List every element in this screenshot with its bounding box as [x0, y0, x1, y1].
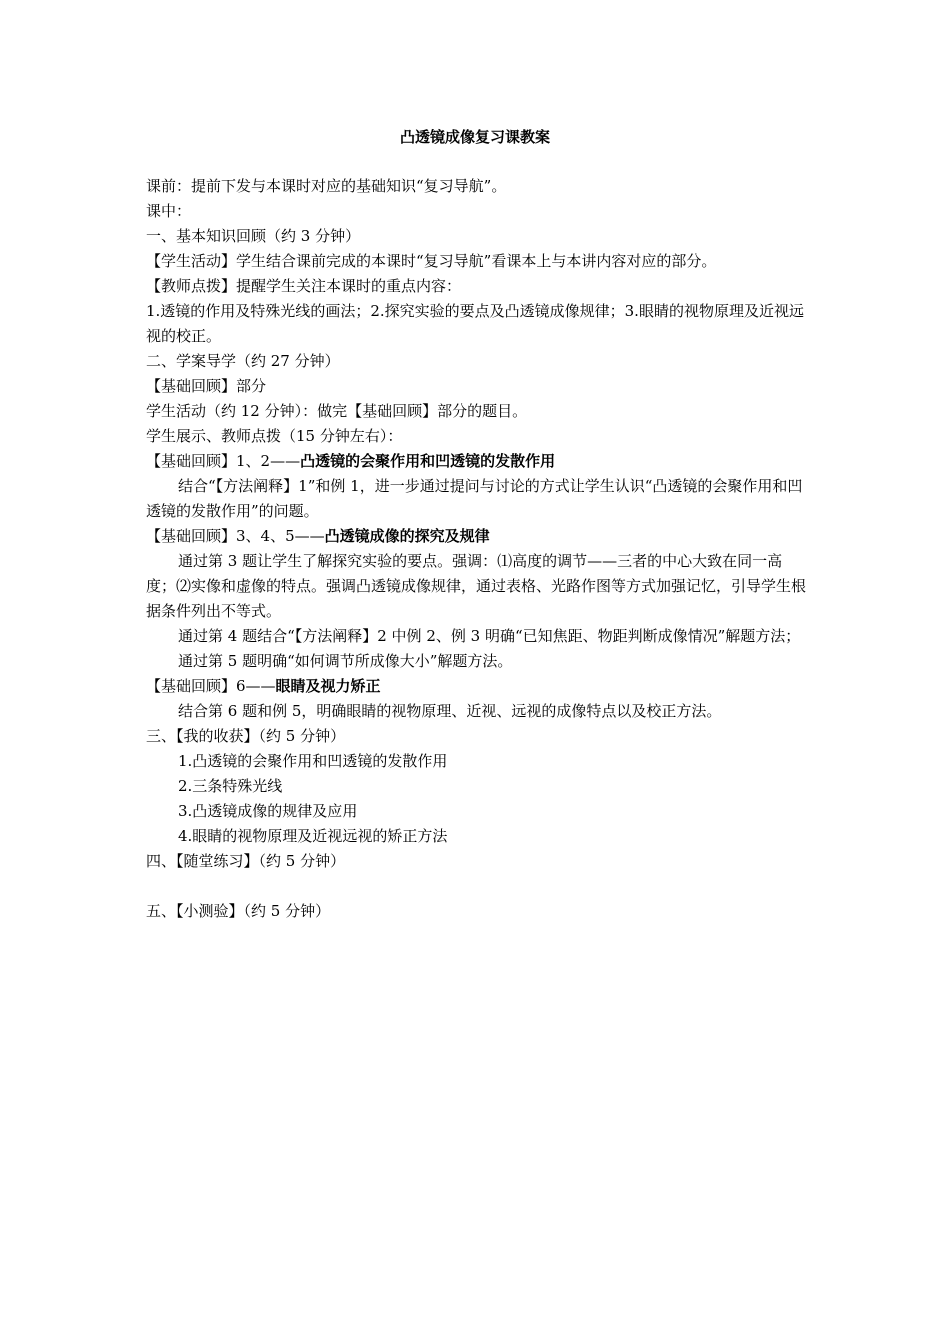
gain-item-3: 3.凸透镜成像的规律及应用 — [178, 802, 358, 820]
review-3-4-5-topic: 凸透镜成像的探究及规律 — [324, 527, 490, 545]
review-3-4-5-heading — [146, 524, 810, 549]
review-3-4-5-prefix: 【基础回顾】3、4、5—— — [146, 527, 325, 545]
gain-item-1: 1.凸透镜的会聚作用和凹透镜的发散作用 — [178, 752, 448, 770]
review-1-2-text: 结合“【方法阐释】1”和例 1，进一步通过提问与讨论的方式让学生认识“凸透镜的会聚作用和凹透镜的发散作用”的问题。 — [146, 477, 803, 520]
review-6-prefix: 【基础回顾】6—— — [146, 677, 276, 695]
in-class-line: 课中： — [146, 202, 192, 220]
review-6-text: 结合第 6 题和例 5，明确眼睛的视物原理、近视、远视的成像特点以及校正方法。 — [178, 702, 722, 720]
review-3-text: 通过第 3 题让学生了解探究实验的要点。强调：⑴高度的调节——三者的中心大致在同一高度；⑵实像和虚像的特点。强调凸透镜成像规律，通过表格、光路作图等方式加强记忆，引导学生根据条件列出不等式。 — [146, 552, 807, 620]
document-body — [146, 174, 810, 924]
review-1-2-heading — [146, 449, 810, 474]
gain-item-2: 2.三条特殊光线 — [178, 777, 283, 795]
document-title: 凸透镜成像复习课教案 — [399, 128, 550, 146]
section-1-teacher-guide: 【教师点拨】提醒学生关注本课时的重点内容： — [146, 277, 462, 295]
review-6-heading — [146, 674, 810, 699]
section-1-heading: 一、基本知识回顾（约 3 分钟） — [146, 227, 361, 245]
section-2-student-activity: 学生活动（约 12 分钟）：做完【基础回顾】部分的题目。 — [146, 402, 528, 420]
review-4-text: 通过第 4 题结合“【方法阐释】2 中例 2、例 3 明确“已知焦距、物距判断成像情况”解题方法； — [178, 627, 801, 645]
section-1-student-activity: 【学生活动】学生结合课前完成的本课时“复习导航”看课本上与本讲内容对应的部分。 — [146, 252, 717, 270]
section-1-key-points: 1.透镜的作用及特殊光线的画法；2.探究实验的要点及凸透镜成像规律；3.眼睛的视物原理及近视远视的校正。 — [146, 302, 804, 345]
pre-class-line: 课前：提前下发与本课时对应的基础知识“复习导航”。 — [146, 177, 507, 195]
review-1-2-prefix: 【基础回顾】1、2—— — [146, 452, 301, 470]
gain-item-4: 4.眼睛的视物原理及近视远视的矫正方法 — [178, 827, 448, 845]
review-5-text: 通过第 5 题明确“如何调节所成像大小”解题方法。 — [178, 652, 513, 670]
section-5-heading: 五、【小测验】（约 5 分钟） — [146, 902, 331, 920]
section-3-heading: 三、【我的收获】（约 5 分钟） — [146, 727, 346, 745]
section-4-heading: 四、【随堂练习】（约 5 分钟） — [146, 852, 346, 870]
section-2-show: 学生展示、教师点拨（15 分钟左右）： — [146, 427, 403, 445]
section-2-basic-review: 【基础回顾】部分 — [146, 377, 267, 395]
section-2-heading: 二、学案导学（约 27 分钟） — [146, 352, 340, 370]
blank-line — [146, 874, 810, 899]
review-1-2-topic: 凸透镜的会聚作用和凹透镜的发散作用 — [300, 452, 556, 470]
review-6-topic: 眼睛及视力矫正 — [275, 677, 381, 695]
